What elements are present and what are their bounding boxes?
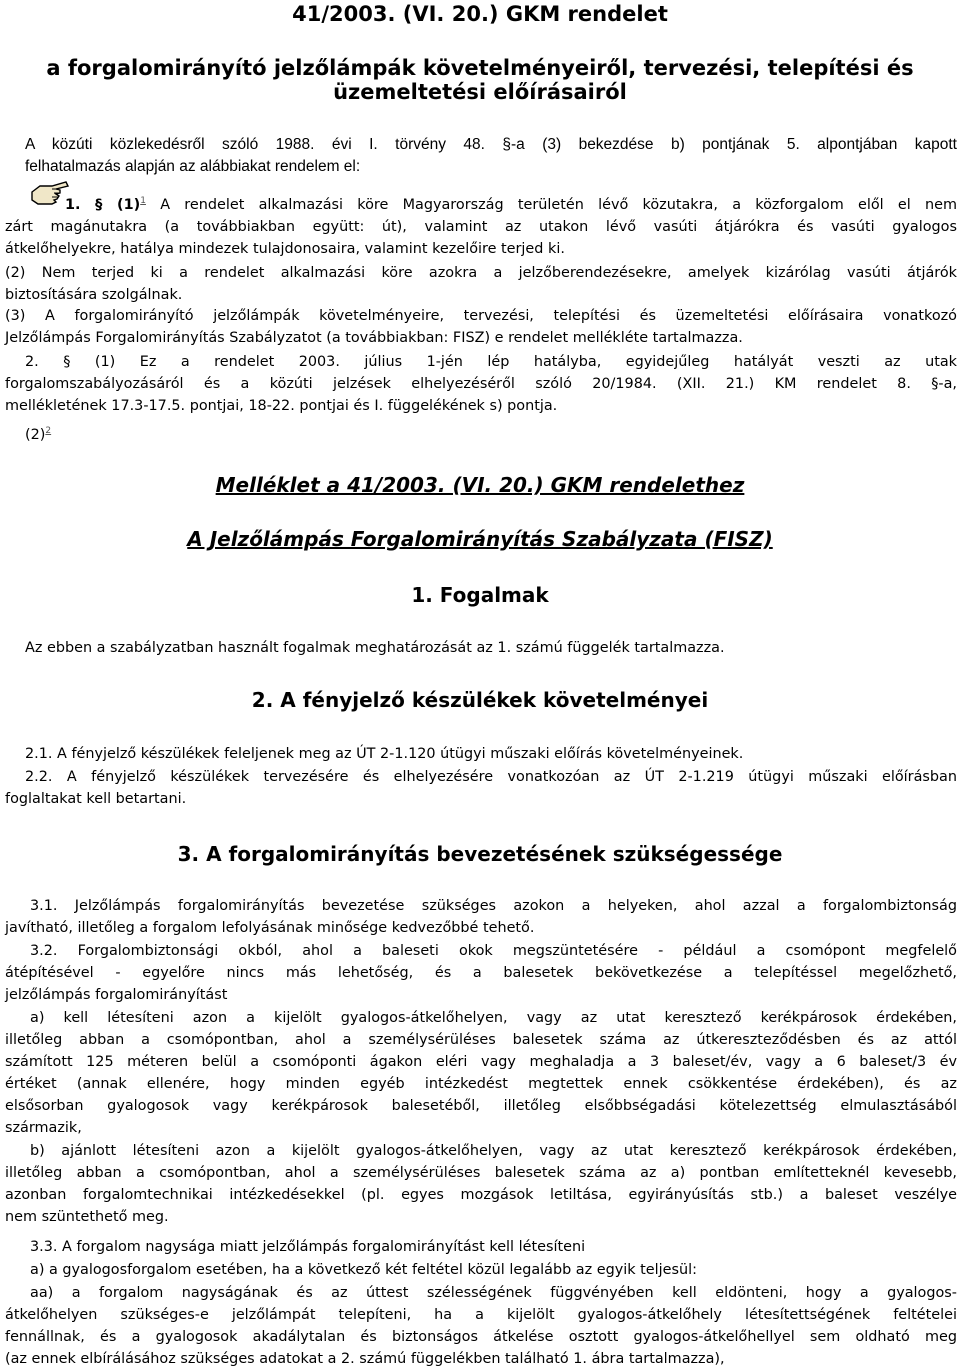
section-1-paragraph-3: (3) A forgalomirányító jelzőlámpák követelményeire, tervezési, telepítési és üzemeltetési előírásaira vonatkozó Jelzőlámpás Forgalomirányítás Szabályzatot (a továbbiakban: FISZ) e rendelet mellékléte tartalmazza.	[5, 308, 957, 346]
paragraph-2-2: 2.2. A fényjelző készülékek tervezésére és elhelyezésére vonatkozóan az ÚT 2-1.219 útügyi műszaki előírásban foglaltakat kell betartani.	[5, 769, 957, 807]
paragraph-3-2-a: a) kell létesíteni azon a kijelölt gyalogos-átkelőhelyen, vagy az utat keresztező kerékpárosok érdekében, illetőleg abban a csomópontban, ahol a személysérüléses balesetek száma az útkereszteződésben és az attól számított 125 méteren belül a csomóponti ágakon eléri vagy meghaladja a 3 baleset/év, vagy a 6 baleset/3 év értéket (annak ellenére, hogy minden egyéb intézkedést megtettek ennek csökkentése érdekében), és az elsősorban gyalogosok vagy kerékpárosok balesetéből, illetőleg elsőbbségadási kötelezettség elmulasztásából származik,	[5, 1010, 957, 1136]
fisz-title: A Jelzőlámpás Forgalomirányítás Szabályzata (FISZ)	[187, 527, 773, 551]
intro-paragraph: A közúti közlekedésről szóló 1988. évi I. törvény 48. §-a (3) bekezdése b) pontjának 5. alpontjában kapott felhatalmazás alapján az alábbiakat rendelem el:	[25, 136, 957, 175]
paragraph-3-3-a: a) a gyalogosforgalom esetében, ha a következő két feltétel közül legalább az egyik teljesül:	[30, 1262, 697, 1278]
heading-2-requirements: 2. A fényjelző készülékek követelményei	[251, 688, 709, 712]
paragraph-3-2-b: b) ajánlott létesíteni azon a kijelölt gyalogos-átkelőhelyen, vagy az utat keresztező kerékpárosok érdekében, illetőleg abban a csomópontban, ahol a személysérüléses balesetek száma az a) pontban említetteknél kevesebb, azonban forgalomtechnikai intézkedésekkel (pl. egyes mozgások letiltása, egyirányúsítás stb.) a baleset veszélye nem szüntethető meg.	[5, 1143, 957, 1225]
footnote-link-1[interactable]: 1	[140, 196, 146, 206]
annex-title: Melléklet a 41/2003. (VI. 20.) GKM rendelethez	[215, 473, 745, 497]
decree-subtitle-line1: a forgalomirányító jelzőlámpák követelményeiről, tervezési, telepítési és	[46, 56, 914, 80]
section-1-paragraph-1: 1. § $(1)^1$ A rendelet alkalmazási köre Magyarország területén lévő közutakra, a közforgalom elől el nem zárt magánutakra (a továbbiakban együtt: út), valamint az utakon lévő vasúti átjárókra és vasúti gyalogos átkelőhelyekre, hatálya mindezek tulajdonosaira, valamint kezelőire terjed ki.	[5, 196, 957, 257]
paragraph-3-3: 3.3. A forgalom nagysága miatt jelzőlámpás forgalomirányítást kell létesíteni	[30, 1239, 586, 1255]
heading-3-necessity: 3. A forgalomirányítás bevezetésének szükségessége	[177, 842, 783, 866]
section-2-paragraph-2: $(2)^2$	[25, 426, 52, 443]
decree-subtitle-line2: üzemeltetési előírásairól	[333, 80, 627, 104]
heading-1-fogalmak: 1. Fogalmak	[411, 583, 549, 607]
paragraph-3-2: 3.2. Forgalombiztonsági okból, ahol a baleseti okok megszüntetésére - például a csomópont megfelelő átépítésével - egyelőre nincs más lehetőség, és a balesetek bekövetkezése a telepítéssel megelőzhető, jelzőlámpás forgalomirányítást	[5, 943, 957, 1003]
section-1-paragraph-2: (2) Nem terjed ki a rendelet alkalmazási köre azokra a jelzőberendezésekre, amelyek kizárólag vasúti átjárók biztosítására szolgálnak.	[5, 265, 957, 303]
paragraph-1: Az ebben a szabályzatban használt fogalmak meghatározását az 1. számú függelék tartalmazza.	[25, 640, 725, 656]
decree-title: 41/2003. (VI. 20.) GKM rendelet	[292, 2, 668, 26]
footnote-link-2[interactable]: 2	[45, 426, 52, 436]
paragraph-2-1: 2.1. A fényjelző készülékek feleljenek meg az ÚT 2-1.120 útügyi műszaki előírás követelményeinek.	[25, 746, 744, 762]
section-2-paragraph-1: 2. § (1) Ez a rendelet 2003. július 1-jén lép hatályba, egyidejűleg hatályát veszti az utak forgalomszabályozásáról és a közúti jelzések elhelyezéséről szóló 20/1984. (XII. 21.) KM rendelet 8. §-a, mellékletének 17.3-17.5. pontjai, 18-22. pontjai és I. függelékének s) pontja.	[5, 354, 957, 414]
paragraph-3-3-aa: aa) a forgalom nagyságának és az úttest szélességének függvényében kell eldönteni, hogy a gyalogos- átkelőhelyen szükséges-e jelzőlámpát telepíteni, ha a kijelölt gyalogos-átkelőhely létesítettségének feltételei fennállnak, és a gyalogosok akadálytalan és biztonságos átkelése osztott gyalogos-átkelőhellyel sem oldható meg (az ennek elbírálásához szükséges adatokat a 2. számú függelékben található 1. ábra tartalmazza),	[5, 1285, 957, 1367]
paragraph-3-1: 3.1. Jelzőlámpás forgalomirányítás bevezetése szükséges azokon a helyeken, ahol azzal a forgalombiztonság javítható, illetőleg a forgalom lefolyásának minősége kedvezőbbé tehető.	[5, 898, 957, 936]
